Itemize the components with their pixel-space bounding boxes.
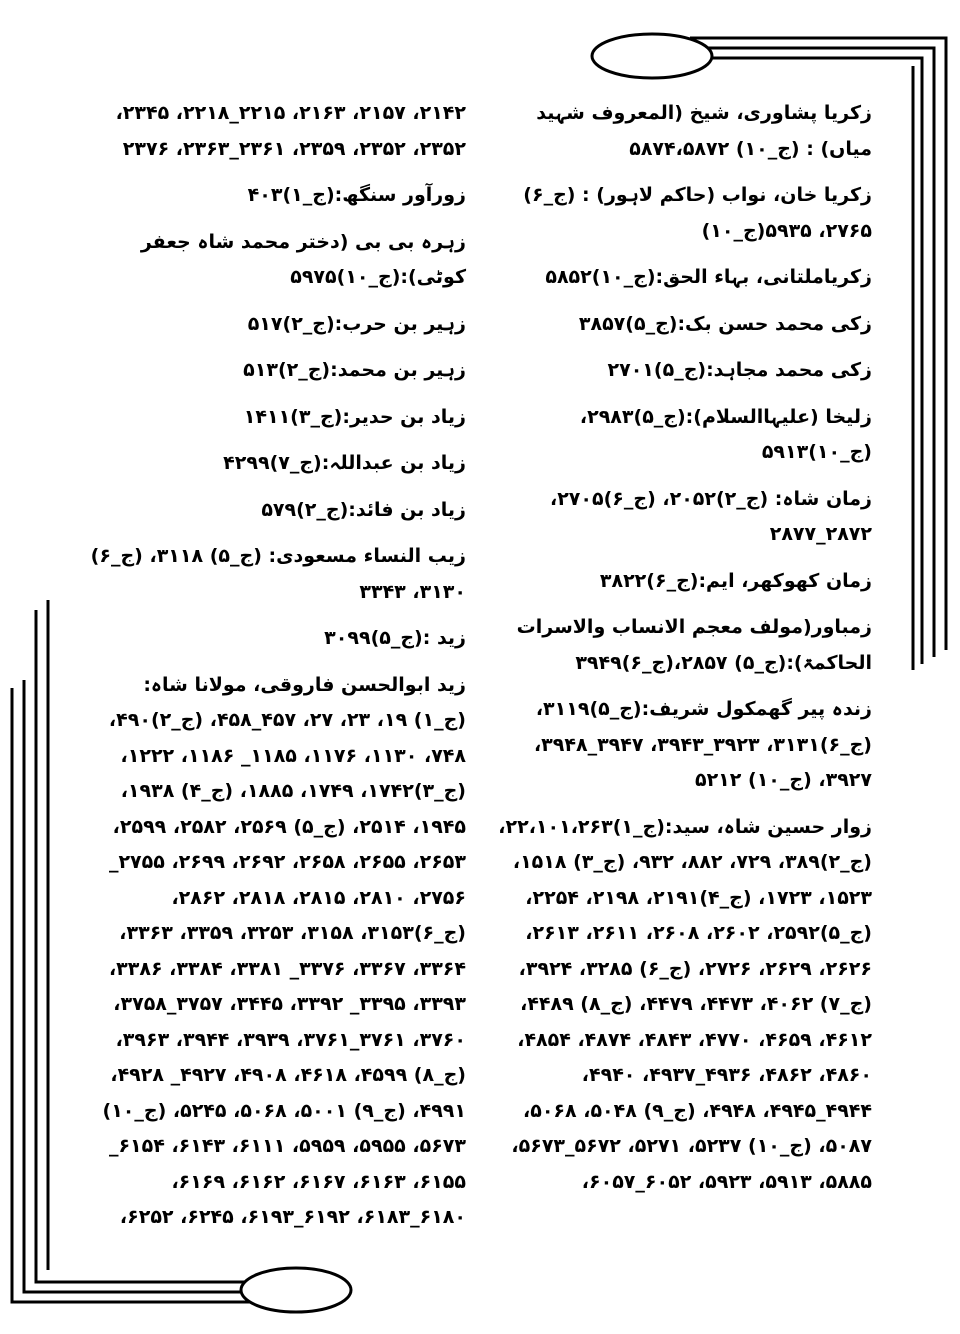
index-entry: زہیر بن حرب:(ج_۲)۵۱۷ <box>247 312 466 335</box>
index-entry: زیاد بن عبداللہ:(ج_۷)۴۲۹۹ <box>223 452 466 474</box>
index-entry: زمان شاہ: (ج_۲)۲۰۵۲، (ج_۶)۲۷۰۵، ۲۸۷۲_۲۸۷۷ <box>549 487 872 545</box>
index-entry: ۲۱۴۲، ۲۱۵۷، ۲۱۶۳، ۲۲۱۵_۲۲۱۸، ۲۳۴۵، ۲۳۵۲، ۲۳۵۲، ۲۳۵۹، ۲۳۶۱_۲۳۶۳، ۲۳۷۶ <box>115 102 466 160</box>
index-column-right <box>496 96 872 1211</box>
index-entry: زورآور سنگھ:(ج_۱)۴۰۳ <box>247 184 466 206</box>
index-entry: زمان کھوکھر، ایم:(ج_۶)۳۸۲۲ <box>599 569 872 592</box>
index-entry: زید ابوالحسن فاروقی، مولانا شاہ: (ج_۱) ۱۹، ۲۳، ۲۷، ۴۵۷_۴۵۸، (ج_۲)۴۹۰، ۷۴۸، ۱۱۳۰، ۱۱۷۶، ۱۱۸۵_ ۱۱۸۶، ۱۲۲۲، (ج_۳)۱۷۴۲، ۱۷۴۹، ۱۸۸۵، (ج_۴) ۱۹۳۸، ۱۹۴۵، ۲۵۱۴، (ج_۵) ۲۵۶۹، ۲۵۸۲، ۲۵۹۹، ۲۶۵۳، ۲۶۵۵، ۲۶۵۸، ۲۶۹۲، ۲۶۹۹، ۲۷۵۵_ ۲۷۵۶، ۲۸۱۰، ۲۸۱۵، ۲۸۱۸، ۲۸۶۲، (ج_۶)۳۱۵۳، ۳۱۵۸، ۳۲۵۳، ۳۳۵۹، ۳۳۶۳، ۳۳۶۴، ۳۳۶۷، ۳۳۷۶_ ۳۳۸۱، ۳۳۸۴، ۳۳۸۶، ۳۳۹۳، ۳۳۹۵_ ۳۳۹۲، ۳۴۴۵، ۳۷۵۷_۳۷۵۸، ۳۷۶۰، ۳۷۶۱_۳۷۶۱، ۳۹۳۹، ۳۹۴۴، ۳۹۶۳، (ج_۸) ۴۵۹۹، ۴۶۱۸، ۴۹۰۸، ۴۹۲۷_ ۴۹۲۸، ۴۹۹۱، (ج_۹) ۵۰۰۱، ۵۰۶۸، ۵۲۴۵، (ج_۱۰) ۵۶۷۳، ۵۹۵۵، ۵۹۵۹، ۶۱۱۱، ۶۱۴۳، ۶۱۵۴_ ۶۱۵۵، ۶۱۶۳، ۶۱۶۷، ۶۱۶۲، ۶۱۶۹، ۶۱۸۰_۶۱۸۳، ۶۱۹۲_۶۱۹۳، ۶۲۴۵، ۶۲۵۲، <box>102 673 466 1228</box>
index-entry: زید :(ج_۵)۳۰۹۹ <box>324 627 466 649</box>
index-entry: زکریا پشاوری، شیخ (المعروف شہید میاں) : (ج_۱۰) ۵۸۷۴،۵۸۷۲ <box>536 102 872 160</box>
index-column-left <box>90 96 466 1247</box>
index-entry: زکی محمد مجاہد:(ج_۵)۲۷۰۱ <box>607 359 872 381</box>
index-entry: زکریاملتانی، بہاء الحق:(ج_۱۰)۵۸۵۲ <box>545 266 872 288</box>
index-entry: زیاد بن فائد:(ج_۲)۵۷۹ <box>261 498 466 521</box>
index-entry: زوار حسین شاہ، سید:(ج_۱)۲۲،۱۰۱،۲۶۳،(ج_۲)۳۸۹، ۷۲۹، ۸۸۲، ۹۳۲، (ج_۳) ۱۵۱۸، ۱۵۲۳، ۱۷۲۳، (ج_۴)۲۱۹۱، ۲۱۹۸، ۲۲۵۴، (ج_۵)۲۵۹۲، ۲۶۰۲، ۲۶۰۸، ۲۶۱۱، ۲۶۱۳، ۲۶۲۶، ۲۶۲۹، ۲۷۲۶، (ج_۶) ۳۲۸۵، ۳۹۲۴، (ج_۷) ۴۰۶۲، ۴۴۷۳، ۴۴۷۹، (ج_۸) ۴۴۸۹، ۴۶۱۲، ۴۶۵۹، ۴۷۷۰، ۴۸۴۳، ۴۸۷۴، ۴۸۵۴، ۴۸۶۰، ۴۸۶۲، ۴۹۳۶_۴۹۳۷، ۴۹۴۰، ۴۹۴۴_۴۹۴۵، ۴۹۴۸، (ج_۹) ۵۰۴۸، ۵۰۶۸، ۵۰۸۷، (ج_۱۰) ۵۲۳۷، ۵۲۷۱، ۵۶۷۲_۵۶۷۳، ۵۸۸۵، ۵۹۱۳، ۵۹۲۳، ۶۰۵۲_۶۰۵۷، <box>498 815 872 1193</box>
index-entry: زکی محمد حسن بک:(ج_۵)۳۸۵۷ <box>578 312 872 335</box>
index-entry: زیاد بن حدیر:(ج_۳)۱۴۱۱ <box>243 405 466 428</box>
index-entry: زیب النساء مسعودی: (ج_۵) ۳۱۱۸، (ج_۶) ۳۱۳۰، ۳۳۴۳ <box>90 545 466 603</box>
index-entry: زہیر بن محمد:(ج_۲)۵۱۳ <box>243 359 466 381</box>
index-entry: زلیخا (علیہاالسلام):(ج_۵)۲۹۸۳،(ج_۱۰)۵۹۱۳ <box>579 405 872 463</box>
index-entry: زہرہ بی بی (دختر محمد شاہ جعفر کوٹی):(ج_۱۰)۵۹۷۵ <box>140 230 466 288</box>
index-entry: زمباور(مولف معجم الانساب والاسرات الحاکمۃ):(ج_۵) ۲۸۵۷،(ج_۶)۳۹۴۹ <box>516 616 872 674</box>
index-entry: زندہ پیر گھمکول شریف:(ج_۵)۳۱۱۹،(ج_۶)۳۱۳۱، ۳۹۲۳_۳۹۴۳، ۳۹۴۷_۳۹۴۸، ۳۹۲۷، (ج_۱۰) ۵۲۱۲ <box>533 698 872 791</box>
index-entry: زکریا خان، نواب (حاکم لاہور) : (ج_۶) ۲۷۶۵، ۵۹۳۵(ج_۱۰) <box>523 184 872 242</box>
